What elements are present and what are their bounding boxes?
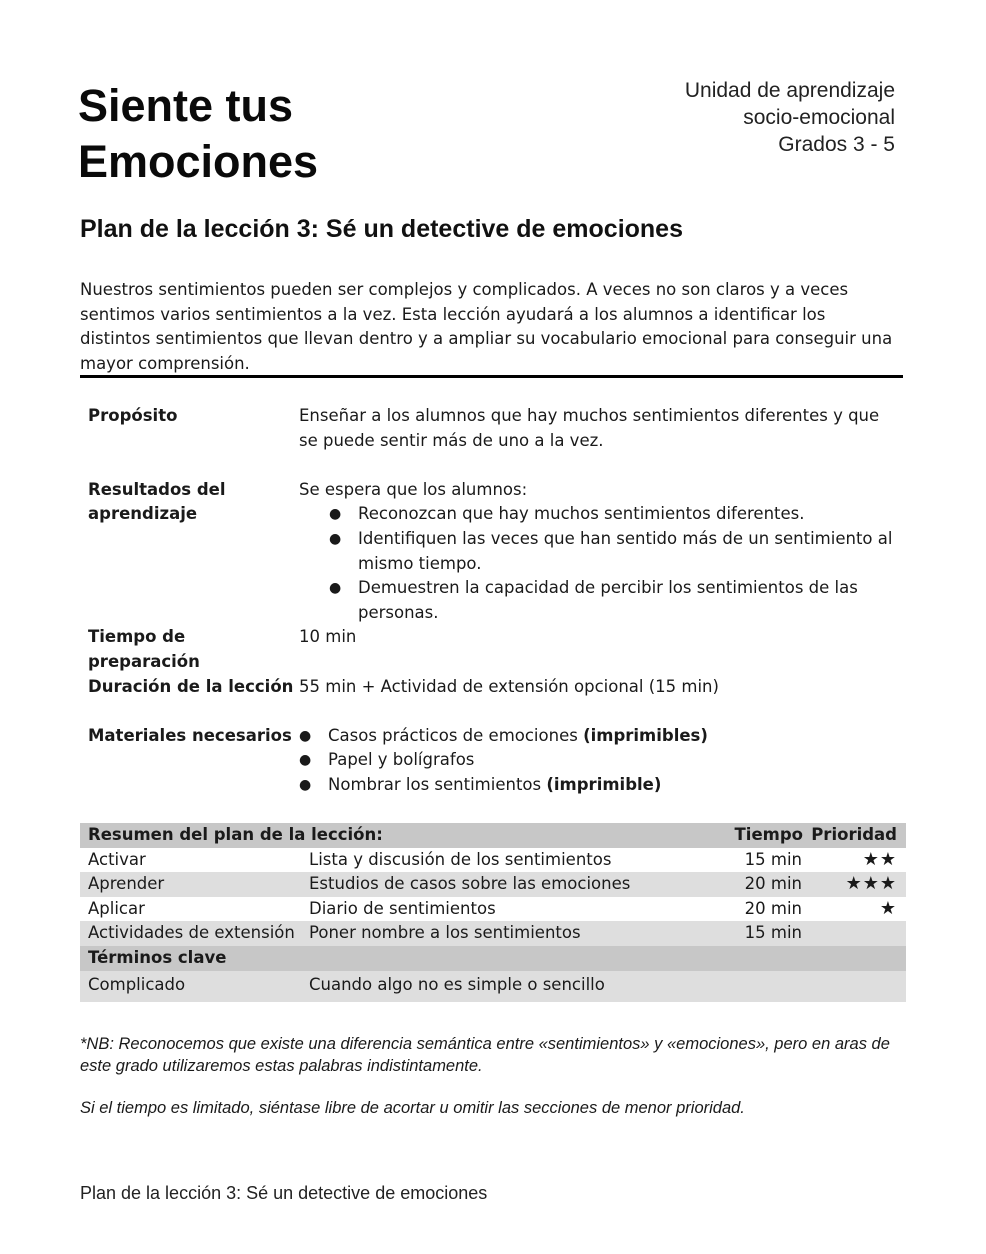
phase-cell: Actividades de extensión [88, 923, 295, 943]
materials-row [88, 724, 898, 798]
summary-header-label: Resumen del plan de la lección: [88, 825, 383, 844]
activity-cell: Lista y discusión de los sentimientos [309, 849, 612, 869]
priority-stars-icon: ★★★ [845, 873, 897, 895]
bullet-icon: ● [299, 752, 312, 769]
definition-cell: Cuando algo no es simple o sencillo [309, 974, 605, 994]
list-item: ● Nombrar los sentimientos (imprimible) [299, 773, 898, 798]
purpose-label: Propósito [88, 406, 178, 425]
activity-cell: Poner nombre a los sentimientos [309, 923, 581, 943]
bullet-icon: ● [329, 506, 342, 523]
materials-value [299, 724, 898, 798]
duration-row [88, 675, 898, 700]
purpose-row [88, 404, 898, 453]
page-title [78, 78, 498, 190]
key-terms-label: Términos clave [88, 947, 227, 967]
unit-name: Unidad de aprendizaje [684, 79, 895, 102]
table-row [80, 848, 906, 873]
purpose-value: Enseñar a los alumnos que hay muchos sentimientos diferentes y que se puede sentir más de uno a la vez. [299, 406, 880, 450]
unit-info [685, 77, 895, 158]
duration-label: Duración de la lección [88, 676, 294, 696]
list-item: ● Casos prácticos de emociones (imprimibles) [299, 724, 898, 749]
bullet-icon: ● [329, 530, 342, 547]
key-terms-header-row [80, 946, 906, 971]
printable-tag: (imprimibles) [583, 725, 708, 745]
bullet-icon: ● [299, 776, 312, 793]
priority-column-header: Prioridad [811, 825, 897, 844]
outcomes-value [299, 478, 898, 626]
prep-label-line: Tiempo de [88, 627, 186, 647]
semantic-note: *NB: Reconocemos que existe una diferencia semántica entre «sentimientos» y «emociones», pero en aras de este grado utilizaremos estas palabras indistintamente. [80, 1035, 890, 1075]
phase-cell: Activar [88, 849, 146, 869]
table-row [80, 897, 906, 922]
list-item: ● Papel y bolígrafos [299, 748, 898, 773]
activity-cell: Diario de sentimientos [309, 898, 496, 918]
list-item: ● Reconozcan que hay muchos sentimientos diferentes. [299, 502, 898, 527]
outcomes-label [88, 478, 299, 626]
list-item: ● Demuestren la capacidad de percibir los sentimientos de las personas. [329, 578, 858, 622]
activity-cell: Estudios de casos sobre las emociones [309, 874, 631, 894]
time-cell: 20 min [744, 874, 802, 894]
printable-tag: (imprimible) [546, 774, 662, 794]
lesson-summary-table [80, 823, 906, 1002]
page-title-line: Emociones [78, 136, 319, 187]
lesson-heading: Plan de la lección 3: Sé un detective de emociones [80, 215, 683, 243]
page-title-line: Siente tus [78, 80, 294, 131]
time-cell: 15 min [744, 923, 802, 943]
term-cell: Complicado [88, 974, 186, 994]
phase-cell: Aprender [88, 874, 165, 894]
intro-paragraph: Nuestros sentimientos pueden ser complejos y complicados. A veces no son claros y a veces sentimos varios sentimientos a la vez. Esta lección ayudará a los alumnos a identificar los distintos sentimientos que llevan dentro y a ampliar su vocabulario emocional para conseguir una mayor comprensión. [80, 280, 893, 373]
time-note: Si el tiempo es limitado, siéntase libre de acortar u omitir las secciones de menor prioridad. [80, 1099, 745, 1117]
table-row [80, 971, 906, 1002]
section-divider [80, 375, 903, 378]
table-header-row [80, 823, 906, 848]
prep-value: 10 min [299, 627, 357, 647]
grade-range: Grados 3 - 5 [778, 133, 895, 156]
materials-list [299, 724, 898, 798]
outcomes-label-line: aprendizaje [88, 504, 198, 524]
table-row [80, 921, 906, 946]
outcomes-intro: Se espera que los alumnos: [299, 479, 528, 499]
materials-label: Materiales necesarios [88, 725, 292, 745]
unit-type: socio-emocional [743, 106, 895, 129]
time-column-header: Tiempo [734, 825, 803, 844]
duration-value: 55 min + Actividad de extensión opcional (15 min) [299, 676, 719, 696]
list-item: ● Identifiquen las veces que han sentido más de un sentimiento al mismo tiempo. [329, 528, 893, 573]
bullet-icon: ● [299, 727, 312, 744]
prep-label [88, 625, 299, 674]
page-footer: Plan de la lección 3: Sé un detective de emociones [80, 1183, 488, 1203]
bullet-icon: ● [329, 580, 342, 597]
outcomes-list [299, 502, 898, 625]
time-cell: 20 min [744, 898, 802, 918]
priority-stars-icon: ★★ [862, 848, 897, 870]
time-cell: 15 min [744, 849, 802, 869]
lesson-details [88, 404, 898, 798]
outcomes-row [88, 478, 898, 626]
prep-row [88, 625, 898, 674]
table-row [80, 872, 906, 897]
prep-label-line: preparación [88, 651, 200, 671]
phase-cell: Aplicar [88, 898, 145, 918]
priority-stars-icon: ★ [879, 897, 897, 919]
outcomes-label-line: Resultados del [88, 479, 226, 499]
